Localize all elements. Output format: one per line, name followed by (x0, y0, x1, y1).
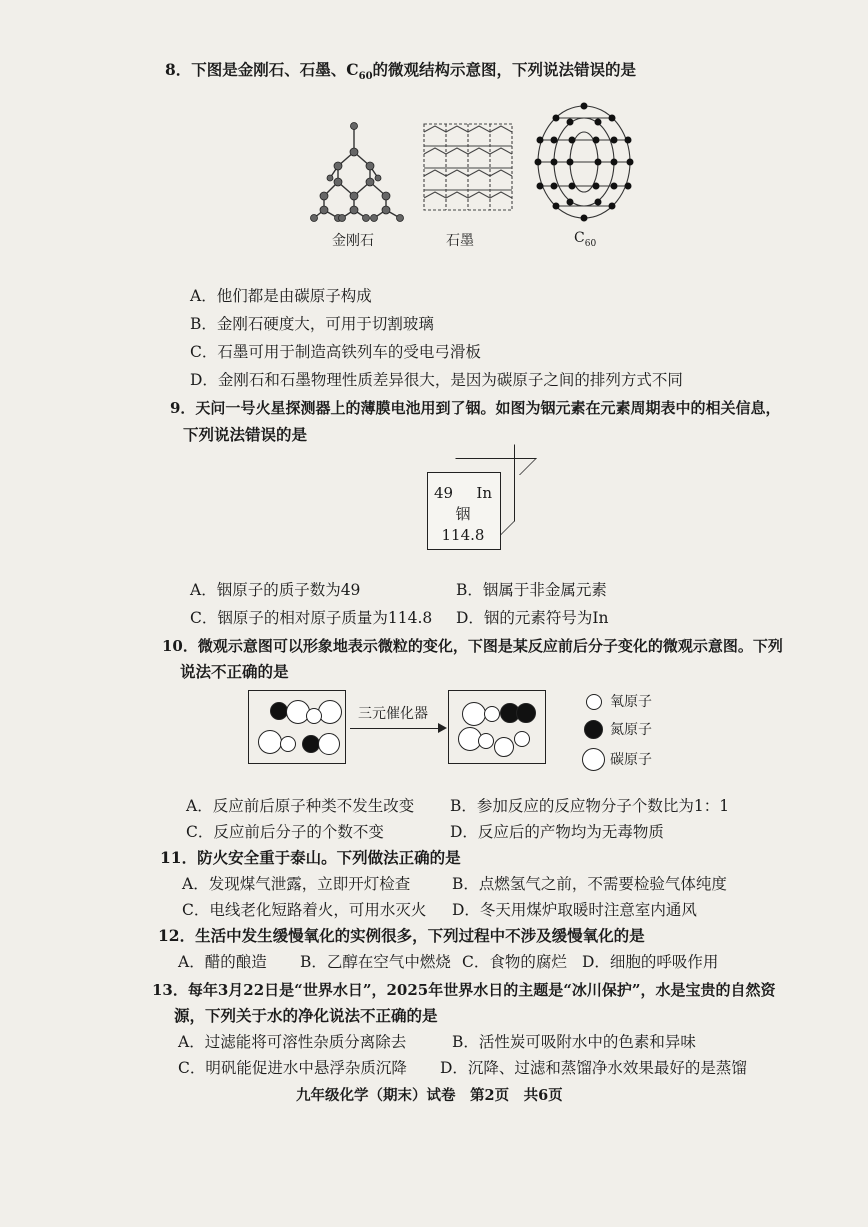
q10-option-b: B．参加反应的反应物分子个数比为1：1 (450, 797, 730, 815)
element-tile-content (430, 483, 496, 546)
caption-graphite: 石墨 (446, 233, 474, 249)
q13-option-b: B．活性炭可吸附水中的色素和异味 (452, 1033, 696, 1051)
q8-option-d: D．金刚石和石墨物理性质差异很大，是因为碳原子之间的排列方式不同 (190, 371, 683, 389)
q8-option-c: C．石墨可用于制造高铁列车的受电弓滑板 (190, 343, 481, 361)
q11-option-d: D．冬天用煤炉取暖时注意室内通风 (452, 901, 697, 919)
q10-option-d: D．反应后的产物均为无毒物质 (450, 823, 664, 841)
q12-option-c: C．食物的腐烂 (462, 953, 567, 971)
element-tile-side-face (500, 444, 515, 536)
oxygen-atom (280, 736, 296, 752)
q13-option-a: A．过滤能将可溶性杂质分离除去 (178, 1033, 407, 1051)
carbon-atom (494, 737, 514, 757)
carbon-atom (318, 733, 340, 755)
q13-stem-line1: 13．每年3月22日是“世界水日”，2025年世界水日的主题是“冰川保护”，水是宝贵的自然资 (152, 981, 776, 999)
carbon-atom (318, 700, 342, 724)
legend-nitrogen-label: 氮原子 (610, 722, 652, 738)
q12-option-a: A．醋的酿造 (178, 953, 267, 971)
carbon-atom (462, 702, 486, 726)
q9-stem-line1: 9．天问一号火星探测器上的薄膜电池用到了铟。如图为铟元素在元素周期表中的相关信息， (170, 399, 781, 417)
q12-option-d: D．细胞的呼吸作用 (582, 953, 719, 971)
q10-stem-line2: 说法不正确的是 (180, 662, 289, 681)
q8-option-a: A．他们都是由碳原子构成 (190, 287, 372, 305)
q13-stem-line2: 源，下列关于水的净化说法不正确的是 (174, 1006, 438, 1025)
q10-option-a: A．反应前后原子种类不发生改变 (186, 797, 415, 815)
q10-stem-line1: 10．微观示意图可以形象地表示微粒的变化，下图是某反应前后分子变化的微观示意图。下列 (162, 637, 783, 655)
graphite-structure-figure (418, 118, 518, 218)
q11-stem: 11．防火安全重于泰山。下列做法正确的是 (160, 848, 461, 867)
carbon-atom (258, 730, 282, 754)
caption-c60: $C_{60}$ (574, 230, 597, 249)
legend-oxygen-label: 氧原子 (610, 694, 652, 710)
q9-stem-line2: 下列说法错误的是 (183, 425, 308, 444)
element-number: 49 (434, 484, 454, 502)
legend-oxygen-icon (586, 694, 602, 710)
catalyst-label: 三元催化器 (358, 706, 428, 722)
q10-option-c: C．反应前后分子的个数不变 (186, 823, 384, 841)
caption-diamond: 金刚石 (332, 233, 374, 249)
q11-option-a: A．发现煤气泄露，立即开灯检查 (182, 875, 411, 893)
q9-option-a: A．铟原子的质子数为49 (190, 581, 361, 599)
q9-option-c: C．铟原子的相对原子质量为114.8 (190, 609, 433, 627)
q9-option-b: B．铟属于非金属元素 (456, 581, 607, 599)
element-name: 铟 (455, 505, 471, 523)
page-footer: 九年级化学（期末）试卷 第2页 共6页 (296, 1087, 563, 1104)
q12-stem: 12．生活中发生缓慢氧化的实例很多，下列过程中不涉及缓慢氧化的是 (158, 926, 645, 945)
nitrogen-atom (516, 703, 536, 723)
legend-nitrogen-icon (584, 720, 603, 739)
diamond-structure-figure (308, 118, 408, 223)
q12-option-b: B．乙醇在空气中燃烧 (300, 953, 451, 971)
legend-carbon-label: 碳原子 (610, 752, 652, 768)
oxygen-atom (484, 706, 500, 722)
q8-option-b: B．金刚石硬度大，可用于切割玻璃 (190, 315, 434, 333)
oxygen-atom (478, 733, 494, 749)
q11-option-c: C．电线老化短路着火，可用水灭火 (182, 901, 427, 919)
legend-carbon-icon (582, 748, 605, 771)
q13-option-c: C．明矾能促进水中悬浮杂质沉降 (178, 1059, 407, 1077)
element-mass: 114.8 (441, 526, 485, 544)
oxygen-atom (306, 708, 322, 724)
q9-option-d: D．铟的元素符号为In (456, 609, 609, 627)
c60-structure-figure (532, 100, 636, 224)
q13-option-d: D．沉降、过滤和蒸馏净水效果最好的是蒸馏 (440, 1059, 747, 1077)
element-symbol: In (476, 484, 492, 502)
q8-stem: 8．下图是金刚石、石墨、$C_{60}$的微观结构示意图，下列说法错误的是 (165, 60, 637, 83)
arrow-head-icon (438, 723, 447, 733)
oxygen-atom (514, 731, 530, 747)
reaction-arrow (350, 728, 438, 729)
q11-option-b: B．点燃氢气之前，不需要检验气体纯度 (452, 875, 727, 893)
